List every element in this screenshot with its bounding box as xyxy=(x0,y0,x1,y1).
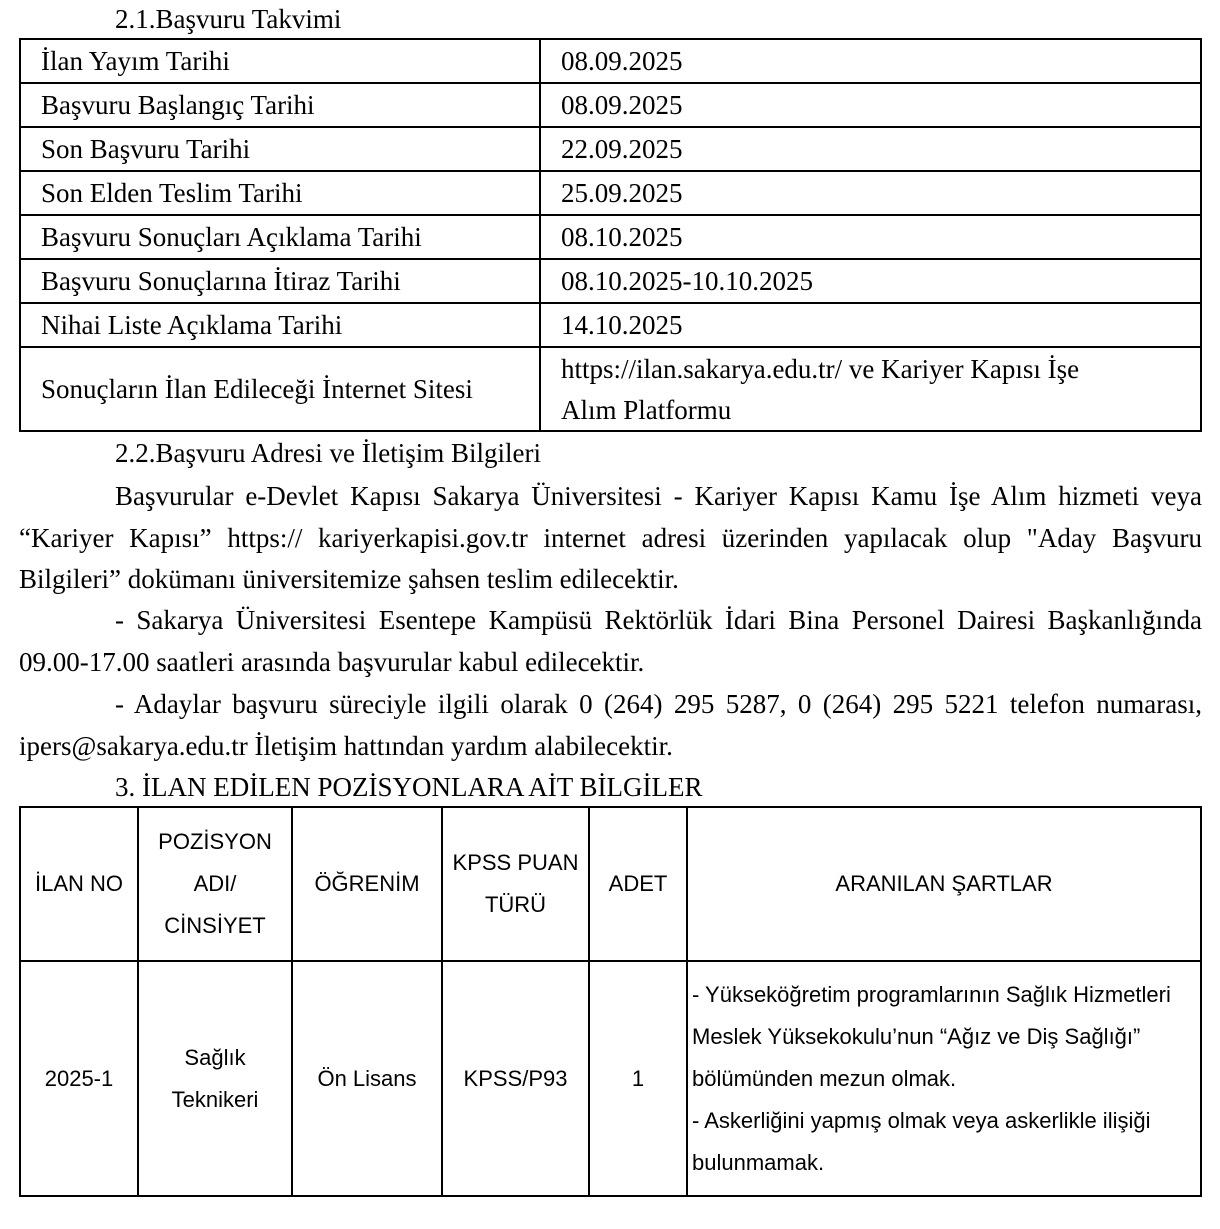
calendar-value: 22.09.2025 xyxy=(540,127,1201,171)
header-line: KPSS PUAN xyxy=(452,850,579,875)
header-line: CİNSİYET xyxy=(164,913,266,938)
requirement-line: bulunmamak. xyxy=(692,1149,825,1175)
calendar-row xyxy=(20,127,1201,171)
requirement-line: - Yükseköğretim programlarının Sağlık Hizmetleri xyxy=(692,981,1171,1007)
results-website-line: Alım Platformu xyxy=(561,395,732,425)
requirement-line: bölümünden mezun olmak. xyxy=(692,1065,957,1091)
requirement-line: Meslek Yüksekokulu’nun “Ağız ve Diş Sağlığı” xyxy=(692,1023,1141,1049)
calendar-value xyxy=(540,347,1201,431)
calendar-row xyxy=(20,303,1201,347)
requirement-line: - Askerliğini yapmış olmak veya askerlikle ilişiği xyxy=(692,1107,1151,1133)
calendar-value: 14.10.2025 xyxy=(540,303,1201,347)
cell-ogrenim: Ön Lisans xyxy=(292,961,442,1196)
header-line: POZİSYON xyxy=(158,829,272,854)
calendar-value: 08.09.2025 xyxy=(540,39,1201,83)
calendar-value: 25.09.2025 xyxy=(540,171,1201,215)
paragraph-text: - Adaylar başvuru süreciyle ilgili olarak 0 (264) 295 5287, 0 (264) 295 5221 telefon numarası, ipers@sakarya.edu.tr İletişim hattından yardım alabilecektir. xyxy=(19,689,1202,761)
application-paragraph xyxy=(19,476,1202,601)
application-calendar-table xyxy=(19,38,1202,432)
calendar-label: Sonuçların İlan Edileceği İnternet Sitesi xyxy=(20,347,540,431)
positions-table xyxy=(19,806,1202,1197)
cell-kpss: KPSS/P93 xyxy=(442,961,589,1196)
header-aranilan-sartlar: ARANILAN ŞARTLAR xyxy=(687,807,1201,961)
header-ilan-no: İLAN NO xyxy=(20,807,138,961)
results-website-line: https://ilan.sakarya.edu.tr/ ve Kariyer Kapısı İşe xyxy=(561,354,1080,384)
address-paragraph xyxy=(19,600,1202,683)
section-heading-2-1: 2.1.Başvuru Takvimi xyxy=(115,4,342,34)
section-heading-2-2: 2.2.Başvuru Adresi ve İletişim Bilgileri xyxy=(115,438,541,468)
positions-header-row xyxy=(20,807,1201,961)
header-kpss xyxy=(442,807,589,961)
calendar-value: 08.10.2025-10.10.2025 xyxy=(540,259,1201,303)
cell-aranilan-sartlar xyxy=(687,961,1201,1196)
calendar-row xyxy=(20,83,1201,127)
contact-paragraph xyxy=(19,684,1202,767)
calendar-label: Başvuru Sonuçları Açıklama Tarihi xyxy=(20,215,540,259)
section-heading-3: 3. İLAN EDİLEN POZİSYONLARA AİT BİLGİLER xyxy=(115,772,703,802)
calendar-value: 08.10.2025 xyxy=(540,215,1201,259)
position-row xyxy=(20,961,1201,1196)
calendar-label: Başvuru Sonuçlarına İtiraz Tarihi xyxy=(20,259,540,303)
calendar-row xyxy=(20,39,1201,83)
calendar-row xyxy=(20,347,1201,431)
calendar-row xyxy=(20,171,1201,215)
header-pozisyon xyxy=(138,807,292,961)
cell-line: Sağlık xyxy=(184,1044,246,1070)
cell-line: Teknikeri xyxy=(171,1086,259,1112)
calendar-value: 08.09.2025 xyxy=(540,83,1201,127)
cell-adet: 1 xyxy=(589,961,687,1196)
calendar-label: Son Elden Teslim Tarihi xyxy=(20,171,540,215)
paragraph-text: Başvurular e-Devlet Kapısı Sakarya Üniversitesi - Kariyer Kapısı Kamu İşe Alım hizmeti veya “Kariyer Kapısı” https:// kariyerkapisi.gov.tr internet adresi üzerinden yapılacak olup "Aday Başvuru Bilgileri” dokümanı üniversitemize şahsen teslim edilecektir. xyxy=(19,481,1202,594)
cell-pozisyon xyxy=(138,961,292,1196)
calendar-label: Nihai Liste Açıklama Tarihi xyxy=(20,303,540,347)
calendar-label: Başvuru Başlangıç Tarihi xyxy=(20,83,540,127)
header-line: ADI/ xyxy=(193,871,237,896)
cell-ilan-no: 2025-1 xyxy=(20,961,138,1196)
calendar-row xyxy=(20,259,1201,303)
header-adet: ADET xyxy=(589,807,687,961)
paragraph-text: - Sakarya Üniversitesi Esentepe Kampüsü Rektörlük İdari Bina Personel Dairesi Başkanlığında 09.00-17.00 saatleri arasında başvurular kabul edilecektir. xyxy=(19,605,1202,677)
calendar-label: Son Başvuru Tarihi xyxy=(20,127,540,171)
header-ogrenim: ÖĞRENİM xyxy=(292,807,442,961)
header-line: TÜRÜ xyxy=(484,892,547,917)
calendar-row xyxy=(20,215,1201,259)
calendar-label: İlan Yayım Tarihi xyxy=(20,39,540,83)
